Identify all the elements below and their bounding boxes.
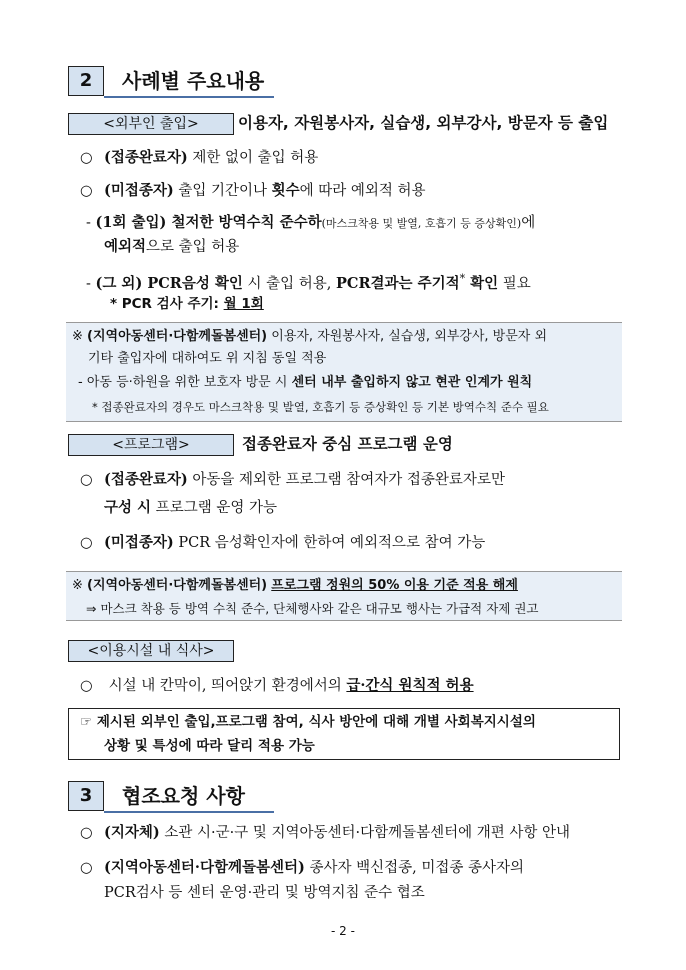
meal-item: ○ 시설 내 칸막이, 띄어앉기 환경에서의 급·간식 원칙적 허용 xyxy=(80,675,474,697)
coop-item-center: ○ (지역아동센터·다함께돌봄센터) 종사자 백신접종, 미접종 종사자의 xyxy=(80,857,524,879)
visitor-description: 이용자, 자원봉사자, 실습생, 외부강사, 방문자 등 출입 xyxy=(238,114,609,132)
page-number: - 2 - xyxy=(331,924,355,938)
program-description: 접종완료자 중심 프로그램 운영 xyxy=(242,435,453,453)
pointing-hand-icon: ☞ xyxy=(80,714,93,730)
coop-item-local-gov: ○ (지자체) 소관 시·군·구 및 지역아동센터·다함께돌봄센터에 개편 사항 안내 xyxy=(80,822,570,844)
section-number: 2 xyxy=(68,66,104,96)
guidance-line: 상황 및 특성에 따라 달리 적용 가능 xyxy=(104,738,315,754)
notice-footnote: * 접종완료자의 경우도 마스크착용 및 발열, 호흡기 등 증상확인 등 기본 방역수칙 준수 필요 xyxy=(92,400,549,414)
pcr-cycle-note: * PCR 검사 주기: 월 1회 xyxy=(110,296,264,312)
dash-icon: - xyxy=(86,275,91,292)
coop-item-center-cont: PCR검사 등 센터 운영·관리 및 방역지침 준수 협조 xyxy=(104,885,425,901)
program-item-unvaccinated: ○ (미접종자) PCR 음성확인자에 한하여 예외적으로 참여 가능 xyxy=(80,532,485,554)
bullet-icon: ○ xyxy=(80,678,93,694)
visitor-label: <외부인 출입> xyxy=(68,113,234,135)
section-underline xyxy=(104,96,274,98)
meal-label: <이용시설 내 식사> xyxy=(68,640,234,662)
dash-icon: - xyxy=(86,215,91,231)
visitor-subitem-one-time: - (1회 출입) 철저한 방역수칙 준수하(마스크착용 및 발열, 호흡기 등 증상확인)에 xyxy=(86,214,536,231)
notice-line: ※ (지역아동센터·다함께돌봄센터) 프로그램 정원의 50% 이용 기준 적용 해제 xyxy=(72,578,518,593)
notice-line: ※ (지역아동센터·다함께돌봄센터) 이용자, 자원봉사자, 실습생, 외부강사, 방문자 외 xyxy=(72,329,548,344)
section-underline xyxy=(104,811,274,813)
bullet-icon: ○ xyxy=(80,860,93,876)
bullet-icon: ○ xyxy=(80,183,93,199)
program-item-vaccinated-cont: 구성 시 프로그램 운영 가능 xyxy=(104,499,277,516)
reference-mark-icon: ※ xyxy=(72,578,83,593)
visitor-item-vaccinated: ○ (접종완료자) 제한 없이 출입 허용 xyxy=(80,147,318,169)
visitor-subitem-other: - (그 외) PCR음성 확인 시 출입 허용, PCR결과는 주기적* 확인 필요 xyxy=(86,272,531,292)
visitor-subitem-one-time-cont: 예외적으로 출입 허용 xyxy=(104,238,240,255)
notice-line: 기타 출입자에 대하여도 위 지침 동일 적용 xyxy=(88,351,327,366)
visitor-item-unvaccinated: ○ (미접종자) 출입 기간이나 횟수에 따라 예외적 허용 xyxy=(80,180,426,202)
reference-mark-icon: ※ xyxy=(72,329,83,344)
program-label: <프로그램> xyxy=(68,434,234,456)
bullet-icon: ○ xyxy=(80,472,93,488)
section-title: 사례별 주요내용 xyxy=(122,69,265,93)
notice-line: ⇒ 마스크 착용 등 방역 수칙 준수, 단체행사와 같은 대규모 행사는 가급적 자제 권고 xyxy=(86,601,539,616)
bullet-icon: ○ xyxy=(80,150,93,166)
bullet-icon: ○ xyxy=(80,535,93,551)
section-title: 협조요청 사항 xyxy=(122,784,245,808)
bullet-icon: ○ xyxy=(80,825,93,841)
section-number: 3 xyxy=(68,781,104,811)
notice-line: - 아동 등·하원을 위한 보호자 방문 시 센터 내부 출입하지 않고 현관 인계가 원칙 xyxy=(78,375,533,390)
guidance-line: ☞ 제시된 외부인 출입,프로그램 참여, 식사 방안에 대해 개별 사회복지시설의 xyxy=(80,714,536,730)
program-item-vaccinated: ○ (접종완료자) 아동을 제외한 프로그램 참여자가 접종완료자로만 xyxy=(80,469,505,491)
